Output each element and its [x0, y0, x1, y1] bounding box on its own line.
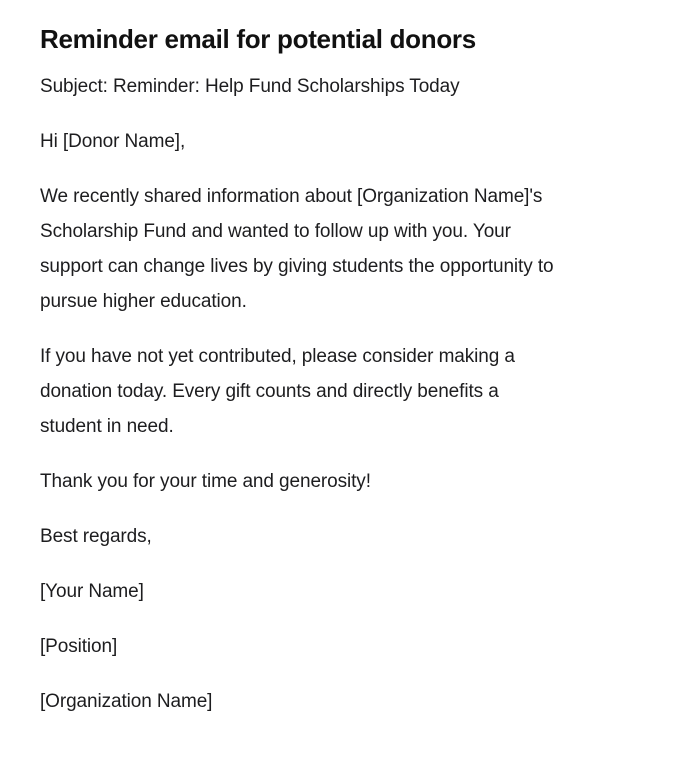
- signature-name: [Your Name]: [40, 581, 144, 603]
- signature-position: [Position]: [40, 636, 118, 658]
- closing-line: Thank you for your time and generosity!: [40, 471, 371, 493]
- greeting-line: Hi [Donor Name],: [40, 131, 186, 153]
- subject-line: Subject: Reminder: Help Fund Scholarships Today: [40, 76, 460, 98]
- signature-organization: [Organization Name]: [40, 691, 213, 713]
- body-paragraph-1: We recently shared information about [Organization Name]'s Scholarship Fund and wanted to follow up with you. Your support can change lives by giving students the opportunity to pursue higher education.: [40, 186, 554, 313]
- page-title: Reminder email for potential donors: [40, 24, 476, 54]
- body-paragraph-2: If you have not yet contributed, please consider making a donation today. Every gift counts and directly benefits a student in need.: [40, 346, 515, 438]
- sign-off-line: Best regards,: [40, 526, 152, 548]
